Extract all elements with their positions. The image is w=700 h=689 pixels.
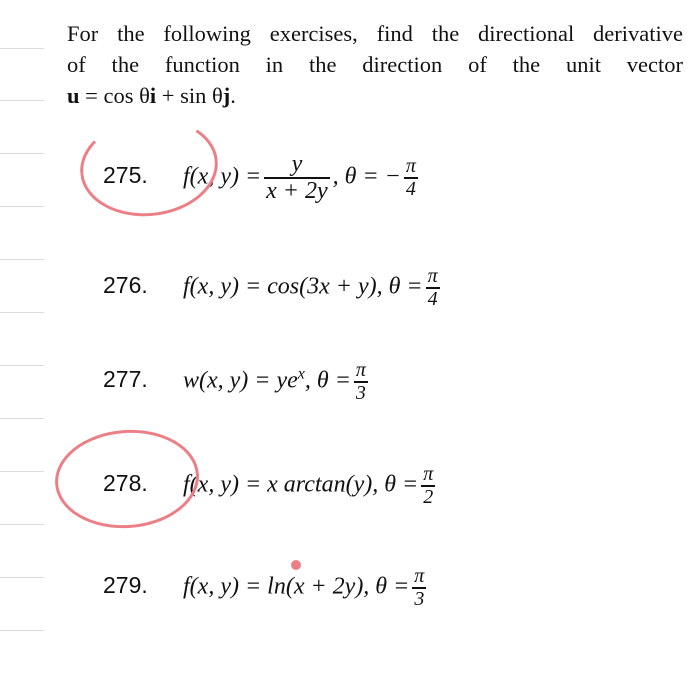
annotation-dot xyxy=(291,560,301,570)
ruled-line xyxy=(0,524,44,525)
theta-fraction xyxy=(426,266,440,310)
exercise-number: 276. xyxy=(103,272,148,299)
theta-label: , θ = xyxy=(304,367,351,394)
fraction-denominator: x + 2y xyxy=(266,177,328,204)
ruled-line xyxy=(0,259,44,260)
theta-numerator: π xyxy=(423,463,434,485)
exercise-276 xyxy=(103,266,443,310)
theta-numerator: π xyxy=(355,359,366,381)
theta-denominator: 4 xyxy=(427,287,438,310)
function-lhs: f(x, y) = xyxy=(183,163,262,190)
theta-denominator: 2 xyxy=(423,485,434,508)
instructions-paragraph xyxy=(67,18,683,111)
theta-numerator: π xyxy=(427,265,438,287)
ruled-line xyxy=(0,206,44,207)
function-expression: f(x, y) = cos(3x + y), θ = xyxy=(183,273,423,300)
ruled-line xyxy=(0,418,44,419)
function-expression: f(x, y) = ln(x + 2y), θ = xyxy=(183,573,410,600)
annotation-circle-275 xyxy=(75,111,222,223)
ruled-line xyxy=(0,577,44,578)
theta-fraction xyxy=(412,566,426,610)
annotation-circle-278 xyxy=(52,425,202,533)
exercise-number: 275. xyxy=(103,162,148,189)
ruled-line xyxy=(0,365,44,366)
exercise-279 xyxy=(103,566,429,610)
ruled-line xyxy=(0,48,44,49)
ruled-line xyxy=(0,630,44,631)
exponent: x xyxy=(297,365,305,383)
theta-denominator: 4 xyxy=(405,177,416,200)
ruled-line xyxy=(0,471,44,472)
exercise-number: 279. xyxy=(103,572,148,599)
instructions-line-1: For the following exercises, find the directional derivative xyxy=(67,21,683,46)
exercise-number: 278. xyxy=(103,470,148,497)
function-fraction xyxy=(264,152,330,204)
exercise-number: 277. xyxy=(103,366,148,393)
theta-fraction xyxy=(404,156,418,200)
theta-denominator: 3 xyxy=(355,381,366,404)
theta-denominator: 3 xyxy=(414,587,425,610)
theta-label: , θ = − xyxy=(332,163,401,190)
ruled-line xyxy=(0,312,44,313)
theta-fraction xyxy=(421,464,435,508)
ruled-line xyxy=(0,100,44,101)
function-expression: f(x, y) = x arctan(y), θ = xyxy=(183,471,419,498)
exercise-277 xyxy=(103,360,371,404)
cos-term: = cos θ xyxy=(79,83,150,108)
ruled-line xyxy=(0,153,44,154)
instructions-line-3 xyxy=(67,80,683,111)
sin-term: + sin θ xyxy=(156,83,223,108)
function-expression: w(x, y) = ye xyxy=(183,367,298,394)
fraction-numerator: y xyxy=(291,151,303,177)
period: . xyxy=(230,83,236,108)
theta-numerator: π xyxy=(405,155,416,178)
unit-vector-i: i xyxy=(149,83,157,108)
unit-vector-j: j xyxy=(222,83,231,108)
theta-numerator: π xyxy=(414,565,425,587)
instructions-line-2: of the function in the direction of the unit vector xyxy=(67,52,683,77)
theta-fraction xyxy=(354,360,368,404)
unit-vector-u: u xyxy=(67,83,80,108)
